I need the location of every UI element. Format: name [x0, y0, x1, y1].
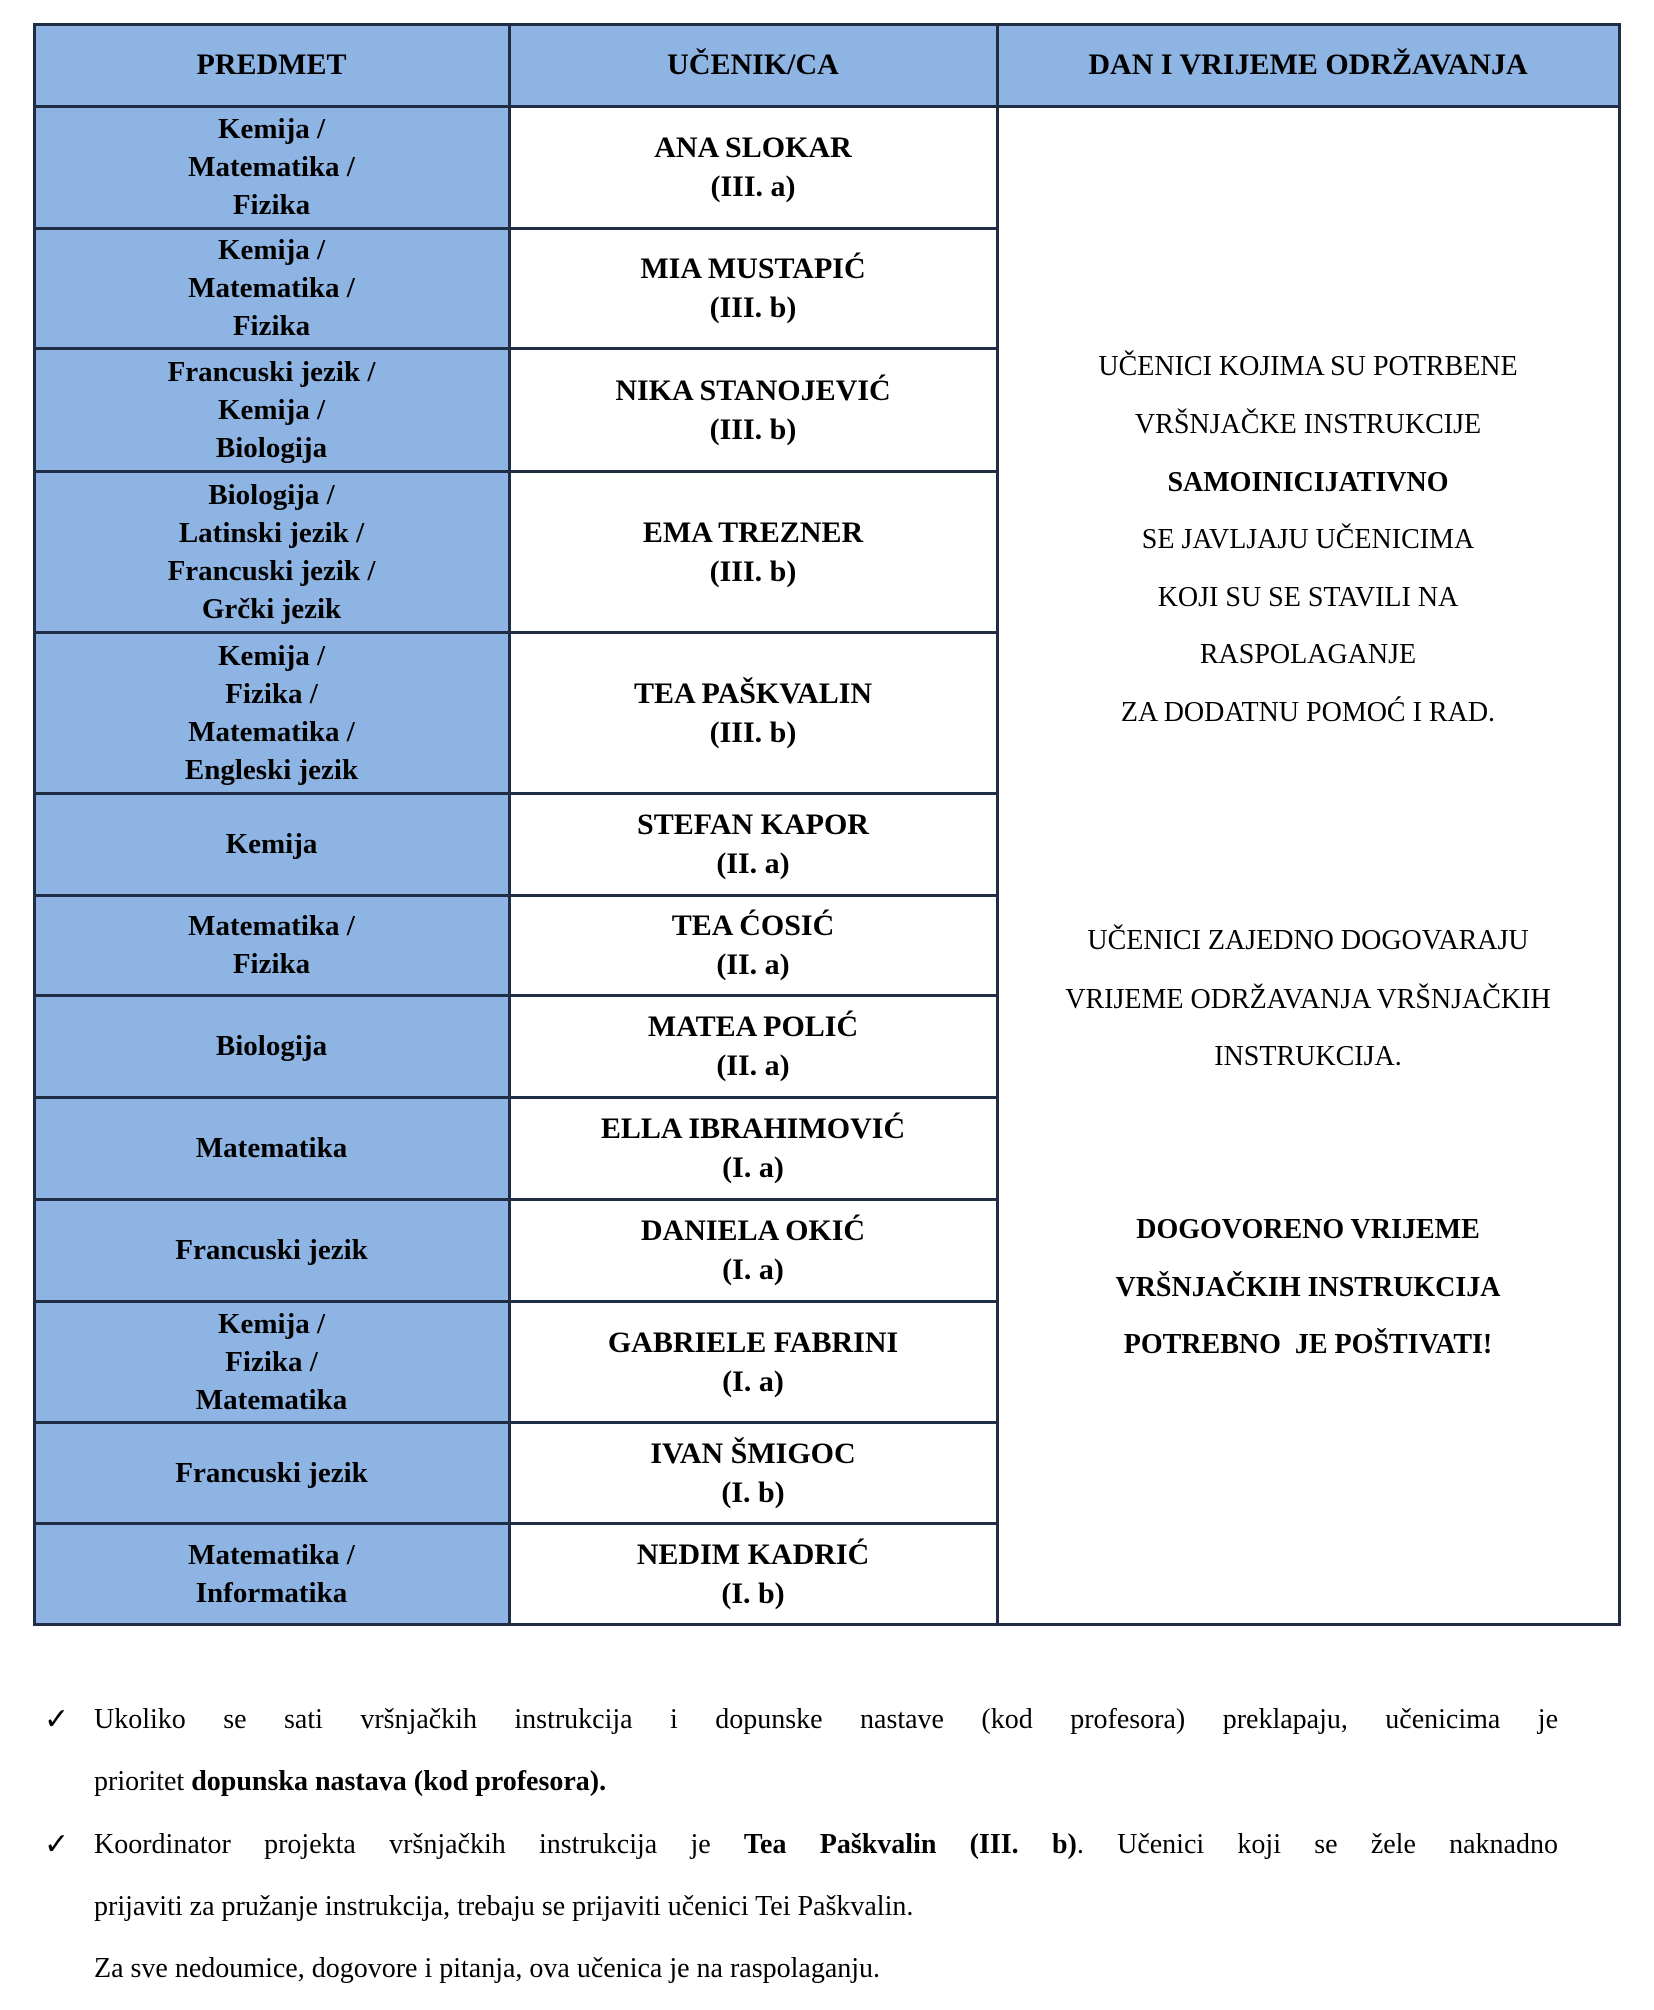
subject-cell — [34, 793, 509, 895]
row-divider — [33, 347, 999, 350]
note2-line3: Za sve nedoumice, dogovore i pitanja, ova učenica je na raspolaganju. — [94, 1953, 881, 1984]
student-name: EMA TREZNER — [642, 515, 864, 549]
student-name: NEDIM KADRIĆ — [636, 1537, 870, 1571]
table-right-border — [1618, 23, 1621, 1626]
note2-line2: prijaviti za pružanje instrukcija, trebaju se prijaviti učenici Tei Paškvalin. — [94, 1891, 914, 1922]
note2-line1-plain: Koordinator projekta vršnjačkih instrukcija je — [94, 1829, 744, 1860]
student-cell — [509, 1422, 997, 1523]
header-schedule-label: DAN I VRIJEME ODRŽAVANJA — [1088, 48, 1528, 81]
schedule-block3-line: DOGOVORENO VRIJEME — [1136, 1214, 1480, 1245]
schedule-block3-line: VRŠNJAČKIH INSTRUKCIJA — [1115, 1272, 1501, 1303]
student-cell — [509, 632, 997, 793]
row-divider — [33, 894, 999, 897]
subject-cell — [34, 1097, 509, 1199]
subject-line: Fizika / — [225, 677, 318, 710]
header-student — [509, 24, 997, 106]
subject-line: Fizika — [232, 310, 311, 342]
subject-line: Grčki jezik — [201, 592, 342, 625]
schedule-block2-line: VRIJEME ODRŽAVANJA VRŠNJAČKIH — [1065, 984, 1551, 1015]
note1-line1: Ukoliko se sati vršnjačkih instrukcija i dopunske nastave (kod profesora) preklapaju, učenicima je — [94, 1704, 1558, 1735]
subject-line: Francuski jezik — [175, 1456, 368, 1489]
student-name: ELLA IBRAHIMOVIĆ — [600, 1112, 906, 1145]
header-student-label: UČENIK/CA — [667, 48, 839, 81]
subject-line: Biologija / — [208, 478, 335, 511]
subject-cell — [34, 348, 509, 471]
schedule-block2-line: UČENICI ZAJEDNO DOGOVARAJU — [1087, 925, 1529, 956]
subject-line: Matematika — [195, 1132, 348, 1164]
schedule-block1-line: SAMOINICIJATIVNO — [1167, 467, 1449, 498]
subject-line: Matematika / — [188, 715, 355, 748]
note2-line1 — [94, 1825, 1558, 1865]
student-name: TEA ĆOSIĆ — [671, 909, 835, 942]
student-cell — [509, 895, 997, 995]
subject-line: Kemija / — [217, 113, 326, 145]
table-top-border — [33, 23, 1621, 26]
row-divider — [33, 1096, 999, 1099]
student-class: (II. a) — [716, 1049, 790, 1082]
subject-cell — [34, 1523, 509, 1624]
subject-cell — [34, 632, 509, 793]
row-divider — [33, 631, 999, 634]
student-class: (II. a) — [716, 948, 790, 981]
student-class: (III. a) — [710, 170, 796, 203]
student-name: TEA PAŠKVALIN — [633, 676, 873, 710]
student-class: (II. a) — [716, 847, 790, 880]
subject-line: Kemija / — [217, 1307, 326, 1340]
row-divider — [33, 792, 999, 795]
subject-cell — [34, 1301, 509, 1422]
table-left-border — [33, 23, 36, 1626]
header-subject — [34, 24, 509, 106]
schedule-block3-line: POTREBNO JE POŠTIVATI! — [1123, 1329, 1493, 1360]
student-class: (III. b) — [709, 715, 797, 749]
column-divider — [508, 23, 511, 1626]
schedule-block1-line: SE JAVLJAJU UČENICIMA — [1141, 524, 1475, 555]
student-name: NIKA STANOJEVIĆ — [615, 373, 891, 407]
row-divider — [33, 1421, 999, 1424]
schedule-info-cell — [997, 106, 1619, 1624]
note2-coordinator-name: Tea Paškvalin (III. b) — [743, 1829, 1077, 1860]
subject-line: Latinski jezik / — [178, 516, 365, 549]
subject-line: Matematika — [195, 1383, 348, 1416]
student-class: (I. a) — [722, 1253, 784, 1286]
subject-line: Matematika / — [188, 272, 355, 304]
student-cell — [509, 1301, 997, 1422]
student-name: IVAN ŠMIGOC — [650, 1436, 856, 1470]
subject-line: Francuski jezik / — [167, 355, 376, 388]
student-name: ANA SLOKAR — [654, 131, 852, 164]
schedule-block1-line: VRŠNJAČKE INSTRUKCIJE — [1134, 409, 1482, 440]
student-class: (III. b) — [709, 412, 797, 446]
schedule-block2-line: INSTRUKCIJA. — [1214, 1041, 1402, 1072]
student-cell — [509, 471, 997, 632]
column-divider — [996, 23, 999, 1626]
student-cell — [509, 995, 997, 1097]
instructions-table — [34, 24, 1619, 1624]
student-cell — [509, 1199, 997, 1301]
subject-line: Francuski jezik — [175, 1234, 368, 1266]
header-schedule — [997, 24, 1619, 106]
note2-line1-tail: . Učenici koji se žele naknadno — [1076, 1829, 1558, 1860]
student-name: GABRIELE FABRINI — [607, 1325, 899, 1359]
schedule-block1-line: KOJI SU SE STAVILI NA — [1157, 582, 1459, 613]
subject-line: Fizika / — [225, 1345, 318, 1378]
table-bottom-border — [33, 1623, 1621, 1626]
subject-line: Informatika — [195, 1576, 348, 1609]
row-divider — [33, 1198, 999, 1201]
subject-line: Fizika — [232, 189, 311, 221]
row-divider — [33, 994, 999, 997]
subject-line: Fizika — [232, 948, 311, 980]
student-cell — [509, 106, 997, 228]
student-cell — [509, 1097, 997, 1199]
note1-line2-bold: dopunska nastava (kod profesora). — [191, 1766, 607, 1797]
student-name: DANIELA OKIĆ — [640, 1214, 866, 1247]
subject-line: Biologija — [215, 1030, 328, 1062]
student-class: (III. b) — [709, 291, 797, 324]
subject-line: Kemija / — [217, 393, 326, 426]
student-class: (I. a) — [722, 1151, 784, 1184]
subject-line: Matematika / — [188, 1538, 355, 1571]
row-divider — [33, 1522, 999, 1525]
student-name: MIA MUSTAPIĆ — [640, 252, 866, 285]
note1-line2-plain: prioritet — [94, 1766, 192, 1797]
subject-cell — [34, 471, 509, 632]
subject-cell — [34, 228, 509, 348]
student-cell — [509, 793, 997, 895]
student-class: (I. b) — [721, 1475, 785, 1509]
student-cell — [509, 1523, 997, 1624]
check-mark-icon: ✓ — [44, 1827, 70, 1862]
schedule-block1-line: RASPOLAGANJE — [1199, 639, 1417, 670]
student-class: (III. b) — [709, 554, 797, 588]
schedule-block1-line: ZA DODATNU POMOĆ I RAD. — [1120, 697, 1496, 728]
header-subject-label: PREDMET — [196, 48, 347, 81]
student-cell — [509, 348, 997, 471]
row-divider — [33, 227, 999, 230]
student-class: (I. a) — [722, 1364, 784, 1398]
subject-cell — [34, 1422, 509, 1523]
check-mark-icon: ✓ — [44, 1702, 70, 1737]
student-name: MATEA POLIĆ — [647, 1010, 859, 1043]
subject-line: Kemija / — [217, 639, 326, 672]
note1-line2 — [94, 1762, 1558, 1802]
row-divider — [33, 1300, 999, 1303]
subject-line: Matematika / — [188, 910, 355, 942]
schedule-block1-line: UČENICI KOJIMA SU POTRBENE — [1098, 351, 1518, 382]
subject-line: Kemija / — [217, 234, 326, 266]
subject-line: Biologija — [215, 431, 328, 464]
student-cell — [509, 228, 997, 348]
header-bottom-border — [33, 105, 1621, 108]
subject-cell — [34, 995, 509, 1097]
student-name: STEFAN KAPOR — [637, 808, 869, 841]
student-class: (I. b) — [721, 1576, 785, 1610]
subject-line: Matematika / — [188, 151, 355, 183]
subject-cell — [34, 1199, 509, 1301]
subject-line: Francuski jezik / — [167, 554, 376, 587]
subject-cell — [34, 106, 509, 228]
row-divider — [33, 470, 999, 473]
subject-line: Engleski jezik — [184, 753, 359, 786]
subject-line: Kemija — [225, 828, 318, 860]
subject-cell — [34, 895, 509, 995]
